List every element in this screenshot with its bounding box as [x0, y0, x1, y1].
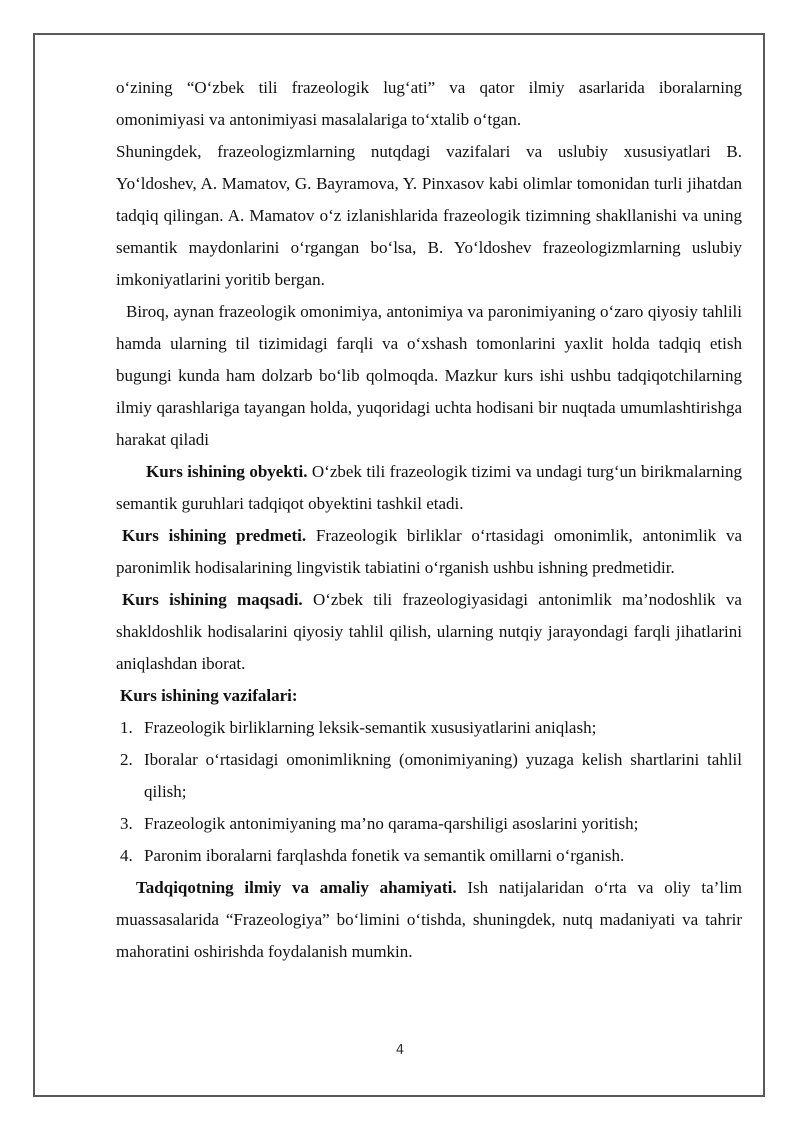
paragraph-goal [116, 584, 742, 680]
object-text: O‘zbek tili frazeologik tizimi va undagi turg‘un birikmalarning semantik guruhlari tadqiqot obyektini tashkil etadi. [116, 462, 742, 513]
paragraph-relevance: Biroq, aynan frazeologik omonimiya, antonimiya va paronimiyaning o‘zaro qiyosiy tahlili hamda ularning til tizimidagi farqli va o‘xshash tomonlarini yaxlit holda tadqiq etish bugungi kunda ham dolzarb bo‘lib qolmoqda. Mazkur kurs ishi ushbu tadqiqotchilarning ilmiy qarashlariga tayangan holda, yuqoridagi uchta hodisani bir nuqtada umumlashtirishga harakat qiladi [116, 302, 742, 449]
paragraph-object [116, 456, 742, 520]
paragraph-researchers: Shuningdek, frazeologizmlarning nutqdagi vazifalari va uslubiy xususiyatlari B. Yo‘ldoshev, A. Mamatov, G. Bayramova, Y. Pinxasov kabi olimlar tomonidan turli jihatdan tadqiq qilingan. A. Mamatov o‘z izlanishlarida frazeologik tizimning shakllanishi va uning semantik maydonlarini o‘rgangan bo‘lsa, B. Yo‘ldoshev frazeologizmlarning uslubiy imkoniyatlarini yoritib bergan. [116, 142, 742, 289]
tasks-heading: Kurs ishining vazifalari: [120, 686, 298, 705]
list-item [116, 808, 742, 840]
subject-text: Frazeologik birliklar o‘rtasidagi omonimlik, antonimlik va paronimlik hodisalarining lingvistik tabiatini o‘rganish ushbu ishning predmetidir. [116, 526, 742, 577]
list-item-text: Iboralar o‘rtasidagi omonimlikning (omonimiyaning) yuzaga kelish shartlarini tahlil qilish; [144, 750, 742, 801]
significance-text: Ish natijalaridan o‘rta va oliy ta’lim muassasalarida “Frazeologiya” bo‘limini o‘tishda, shuningdek, nutq madaniyati va tahrir mahoratini oshirishda foydalanish mumkin. [116, 878, 742, 961]
list-item [116, 840, 742, 872]
list-item-number: 4. [120, 846, 133, 865]
paragraph-significance [116, 872, 742, 968]
object-label: Kurs ishining obyekti. [146, 462, 308, 481]
list-item-number: 1. [120, 718, 133, 737]
paragraph-subject [116, 520, 742, 584]
list-item-number: 2. [120, 750, 133, 769]
list-item [116, 744, 742, 808]
goal-label: Kurs ishining maqsadi. [122, 590, 303, 609]
list-item-text: Frazeologik birliklarning leksik-semantik xususiyatlarini aniqlash; [144, 718, 597, 737]
page-content [116, 72, 742, 968]
subject-label: Kurs ishining predmeti. [122, 526, 307, 545]
list-item [116, 712, 742, 744]
significance-label: Tadqiqotning ilmiy va amaliy ahamiyati. [136, 878, 457, 897]
list-item-text: Paronim iboralarni farqlashda fonetik va semantik omillarni o‘rganish. [144, 846, 625, 865]
goal-text: O‘zbek tili frazeologiyasidagi antonimlik ma’nodoshlik va shakldoshlik hodisalarini qiyosiy tahlil qilish, ularning nutqiy jarayondagi farqli jihatlarini aniqlashdan iborat. [116, 590, 742, 673]
paragraph-intro: o‘zining “O‘zbek tili frazeologik lug‘ati” va qator ilmiy asarlarida iboralarning omonimiyasi va antonimiyasi masalalariga to‘xtalib o‘tgan. [116, 78, 742, 129]
list-item-text: Frazeologik antonimiyaning ma’no qarama-qarshiligi asoslarini yoritish; [144, 814, 639, 833]
tasks-list [116, 712, 742, 872]
page-number: 4 [395, 1043, 405, 1058]
list-item-number: 3. [120, 814, 133, 833]
